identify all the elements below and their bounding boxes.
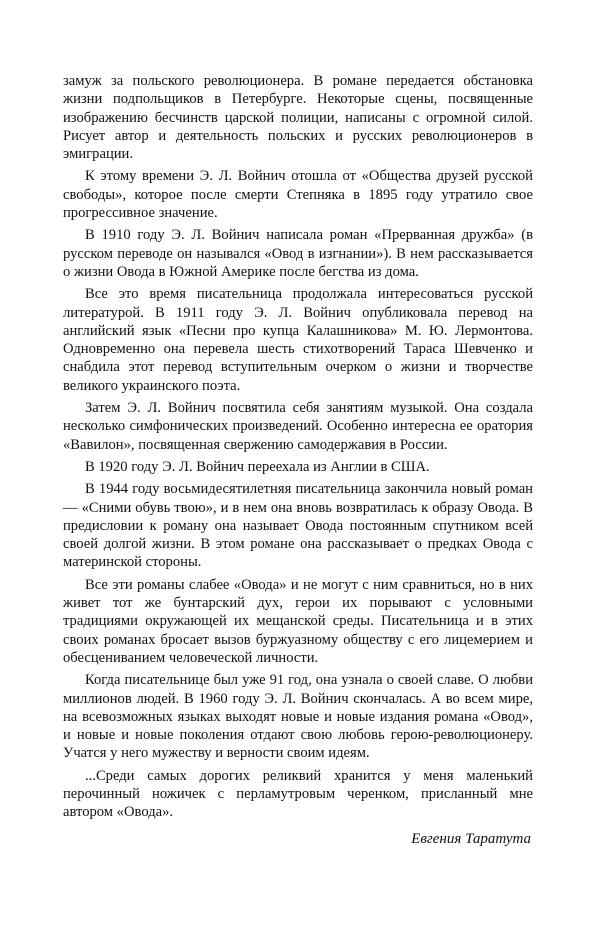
- paragraph: К этому времени Э. Л. Войнич отошла от «Общества друзей русской свободы», которое после смерти Степняка в 1895 году утратило свое прогрессивное значение.: [63, 168, 533, 222]
- paragraph: замуж за польского революционера. В романе передается обстановка жизни подпольщиков в Петербурге. Некоторые сцены, посвященные изображению бесчинств царской полиции, написаны с огромной силой. Рисует автор и деятельность польских и русских революционеров в эмиграции.: [63, 73, 533, 163]
- paragraph: В 1944 году восьмидесятилетняя писательница закончила новый роман — «Сними обувь твою», и в нем она вновь возвратилась к образу Овода. В предисловии к роману она называет Овода постоянным спутником всей своей долгой жизни. В этом романе она рассказывает о предках Овода с материнской стороны.: [63, 481, 533, 571]
- author-signature: Евгения Таратута: [411, 830, 531, 847]
- paragraph: Все это время писательница продолжала интересоваться русской литературой. В 1911 году Э. Л. Войнич опубликовала перевод на английский язык «Песни про купца Калашникова» М. Ю. Лермонтова. Одновременно она перевела шесть стихотворений Тараса Шевченко и снабдила этот перевод вступительным очерком о жизни и творчестве великого украинского поэта.: [63, 286, 533, 394]
- paragraph: В 1910 году Э. Л. Войнич написала роман «Прерванная дружба» (в русском переводе он назывался «Овод в изгнании»). В нем рассказывается о жизни Овода в Южной Америке после бегства из дома.: [63, 227, 533, 280]
- paragraph: Все эти романы слабее «Овода» и не могут с ним сравниться, но в них живет тот же бунтарский дух, герои их порывают с условными традициями окружающей их мещанской среды. Писательница и в этих своих романах бросает вызов буржуазному обществу с его лицемерием и обесцениванием человеческой личности.: [63, 576, 533, 666]
- paragraph: ...Среди самых дорогих реликвий хранится у меня маленький перочинный ножичек с перламутровым черенком, присланный мне автором «Овода».: [63, 767, 533, 821]
- paragraph: В 1920 году Э. Л. Войнич переехала из Англии в США.: [85, 458, 430, 475]
- paragraph: Затем Э. Л. Войнич посвятила себя занятиям музыкой. Она создала несколько симфонических произведений. Особенно интересна ее оратория «Вавилон», посвященная свержению самодержавия в России.: [63, 400, 533, 453]
- document-page: [63, 72, 533, 848]
- paragraph: Когда писательнице был уже 91 год, она узнала о своей славе. О любви миллионов людей. В 1960 году Э. Л. Войнич скончалась. А во всем мире, на всевозможных языках выходят новые и новые издания романа «Овод», и новые и новые поколения отдают свою любовь герою-революционеру. Учатся у него мужеству и верности своим идеям.: [63, 672, 533, 762]
